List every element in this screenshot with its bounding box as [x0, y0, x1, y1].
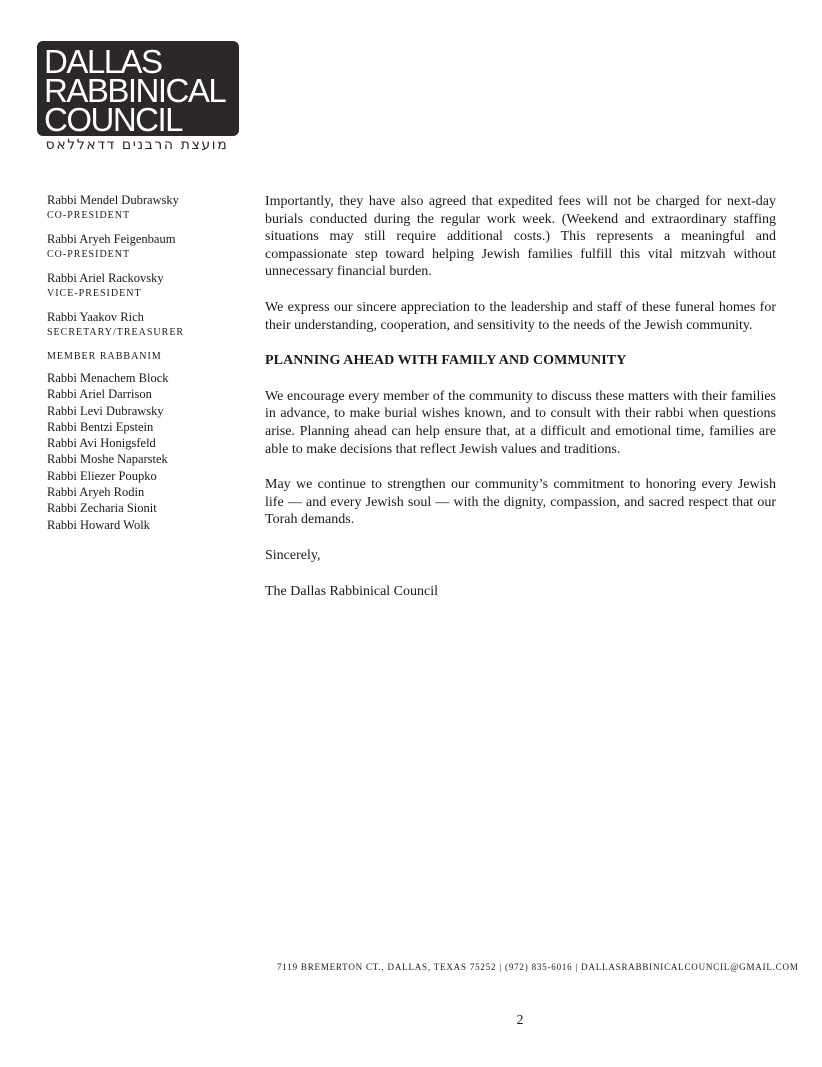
officer-title: CO-PRESIDENT	[47, 210, 131, 221]
member-name: Rabbi Moshe Naparstek	[47, 452, 168, 467]
body-paragraph: We express our sincere appreciation to the leadership and staff of these funeral homes for their understanding, cooperation, and sensitivity to the needs of the Jewish community.	[265, 299, 776, 333]
members-heading: MEMBER RABBANIM	[47, 351, 162, 362]
logo-text-dallas: DALLAS	[44, 43, 162, 80]
body-paragraph: We encourage every member of the community to discuss these matters with their families in advance, to make burial wishes known, and to consult with their rabbi when questions arise. Planning ahead can help ensure that, at a difficult and emotional time, families are able to make decisions that reflect Jewish values and traditions.	[265, 388, 776, 457]
officer-title: VICE-PRESIDENT	[47, 288, 142, 299]
member-name: Rabbi Aryeh Rodin	[47, 485, 145, 500]
officer-entry	[47, 232, 237, 262]
officer-name: Rabbi Aryeh Feigenbaum	[47, 232, 176, 246]
body-paragraph: Importantly, they have also agreed that expedited fees will not be charged for next-day burials conducted during the regular work week. (Weekend and extraordinary staffing situations may still require additional costs.) This represents a meaningful and compassionate step toward helping Jewish families fulfill this vital mitzvah without unnecessary financial burden.	[265, 194, 776, 280]
officer-title: SECRETARY/TREASURER	[47, 327, 185, 338]
letter-body	[265, 193, 776, 618]
page-number: 2	[516, 1013, 524, 1028]
logo-text-council: COUNCIL	[44, 101, 183, 136]
member-name: Rabbi Levi Dubrawsky	[47, 403, 164, 418]
letter-closing: Sincerely,	[265, 547, 321, 563]
council-logo	[37, 41, 239, 136]
member-name: Rabbi Eliezer Poupko	[47, 468, 157, 483]
section-heading: PLANNING AHEAD WITH FAMILY AND COMMUNITY	[265, 353, 627, 369]
letterhead-sidebar	[47, 193, 237, 533]
member-name: Rabbi Ariel Darrison	[47, 387, 152, 402]
officer-name: Rabbi Yaakov Rich	[47, 310, 144, 324]
officer-name: Rabbi Mendel Dubrawsky	[47, 193, 179, 207]
body-paragraph: May we continue to strengthen our community’s commitment to honoring every Jewish life — and every Jewish soul — with the dignity, compassion, and sacred respect that our Torah demands.	[265, 477, 776, 528]
member-name: Rabbi Bentzi Epstein	[47, 419, 154, 434]
logo-hebrew-name: מועצת הרבנים דדאללאס	[45, 137, 229, 153]
footer-contact: 7119 BREMERTON CT., DALLAS, TEXAS 75252 | (972) 835-6016 | DALLASRABBINICALCOUNCIL@GMAIL.COM	[277, 962, 799, 972]
member-name: Rabbi Menachem Block	[47, 371, 169, 385]
officer-title: CO-PRESIDENT	[47, 249, 131, 260]
member-name: Rabbi Zecharia Sionit	[47, 501, 157, 516]
officer-entry	[47, 271, 237, 301]
officer-entry	[47, 193, 237, 223]
member-name: Rabbi Howard Wolk	[47, 517, 150, 532]
member-name: Rabbi Avi Honigsfeld	[47, 436, 156, 451]
logo-text-rabbinical: RABBINICAL	[44, 72, 226, 109]
officer-name: Rabbi Ariel Rackovsky	[47, 271, 164, 285]
letter-signature: The Dallas Rabbinical Council	[265, 583, 439, 599]
officer-entry	[47, 310, 237, 340]
